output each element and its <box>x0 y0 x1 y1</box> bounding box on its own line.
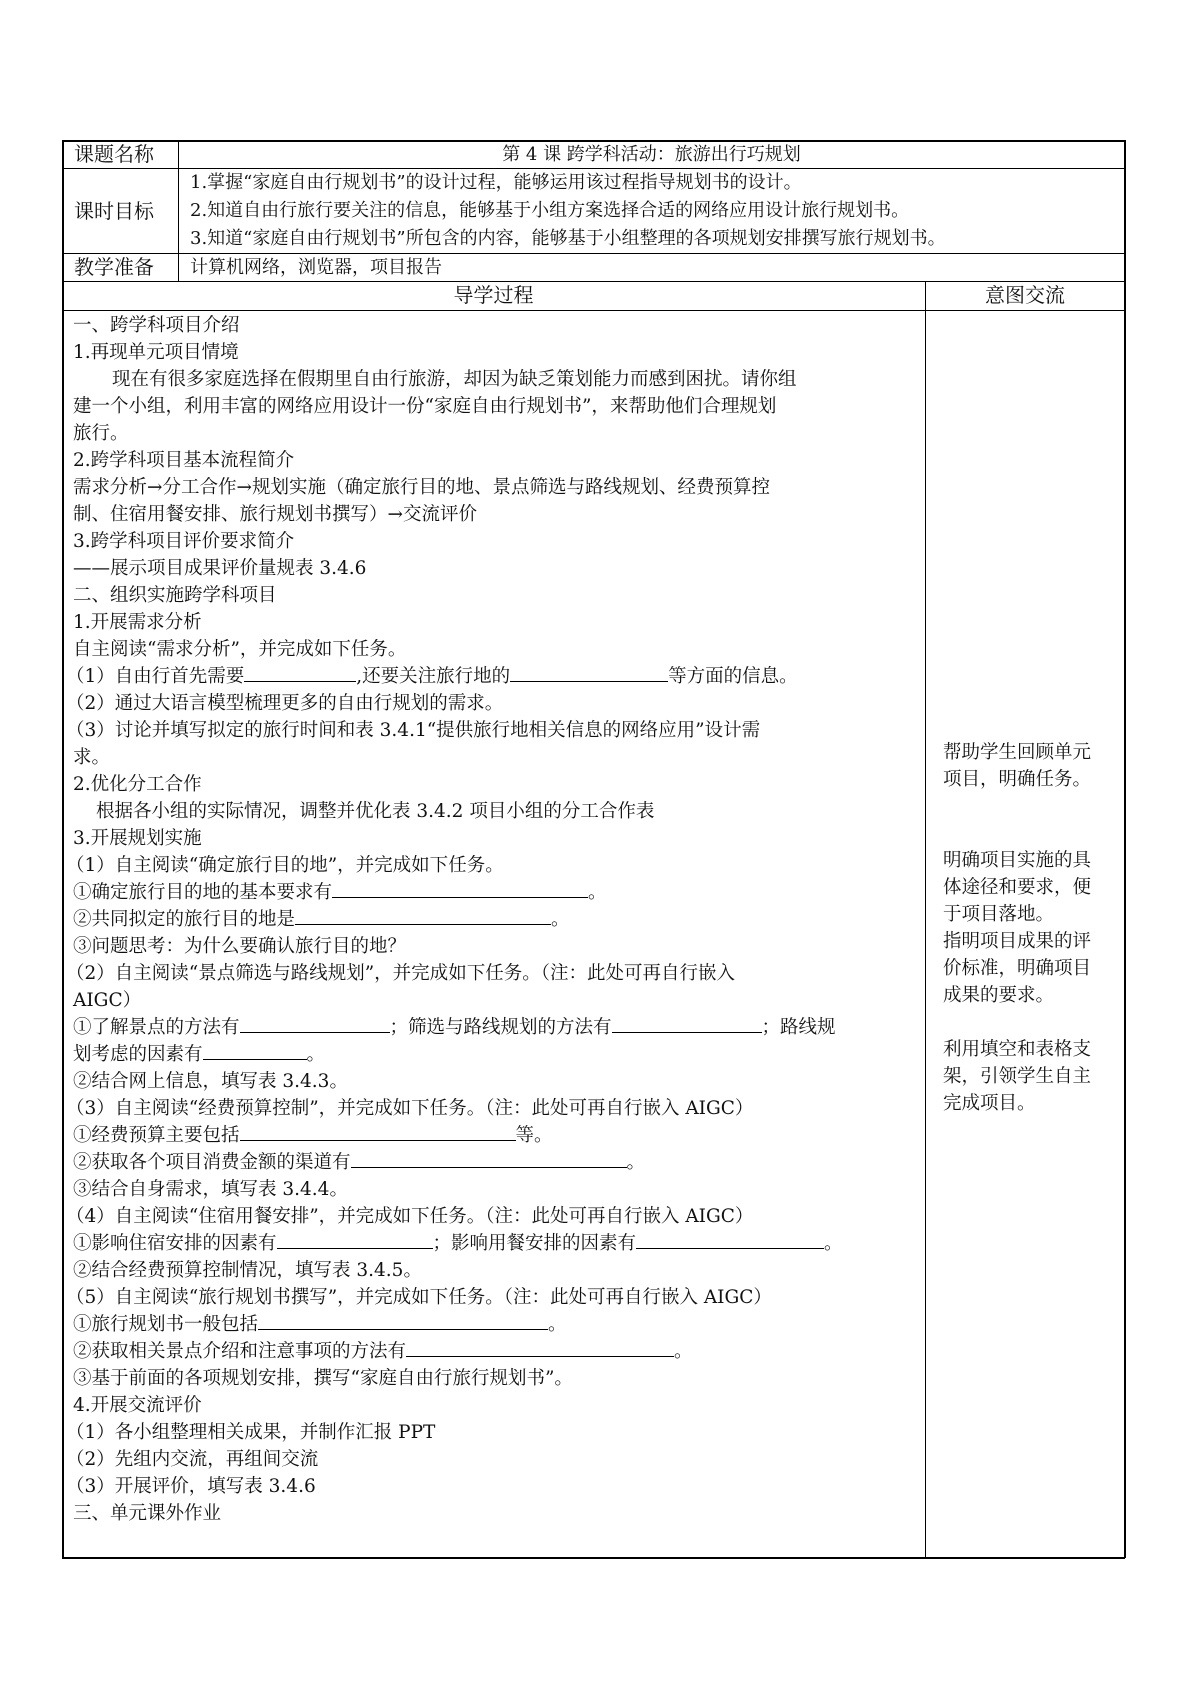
intent-note-line: 成果的要求。 <box>943 985 1055 1006</box>
task-line: ③结合自身需求，填写表 3.4.4。 <box>73 1179 348 1200</box>
paragraph-line: 自主阅读“需求分析”，并完成如下任务。 <box>73 639 407 660</box>
intent-note-line: 明确项目实施的具 <box>943 850 1092 871</box>
task-line: ②获取相关景点介绍和注意事项的方法有 。 <box>73 1338 693 1365</box>
paragraph-line: 制、住宿用餐安排、旅行规划书撰写）→交流评价 <box>73 504 478 525</box>
fill-blank[interactable] <box>636 1230 824 1249</box>
task-line: ①影响住宿安排的因素有 ；影响用餐安排的因素有 。 <box>73 1230 843 1257</box>
subsection-heading: 4.开展交流评价 <box>73 1395 202 1416</box>
task-line: （2）先组内交流，再组间交流 <box>66 1449 319 1470</box>
paragraph-line: 根据各小组的实际情况，调整并优化表 3.4.2 项目小组的分工合作表 <box>96 801 655 822</box>
task-line: ①经费预算主要包括 等。 <box>73 1122 553 1149</box>
section-heading: 一、跨学科项目介绍 <box>73 315 240 336</box>
intent-note-line: 利用填空和表格支 <box>943 1039 1092 1060</box>
paragraph-line: 现在有很多家庭选择在假期里自由行旅游，却因为缺乏策划能力而感到困扰。请你组 <box>112 369 797 390</box>
paragraph-line: 旅行。 <box>73 423 129 444</box>
task-line: （1）自由行首先需要 ,还要关注旅行地的 等方面的信息。 <box>66 663 798 690</box>
task-line: ②结合网上信息，填写表 3.4.3。 <box>73 1071 348 1092</box>
task-line: ②获取各个项目消费金额的渠道有 。 <box>73 1149 645 1176</box>
task-line: ③基于前面的各项规划安排，撰写“家庭自由行旅行规划书”。 <box>73 1368 573 1389</box>
fill-blank[interactable] <box>612 1014 762 1033</box>
task-line: ②共同拟定的旅行目的地是 。 <box>73 906 570 933</box>
table-border-bottom <box>62 1557 1125 1559</box>
fill-blank[interactable] <box>295 906 551 925</box>
intent-note-line: 指明项目成果的评 <box>943 931 1092 952</box>
table-border-right <box>1124 140 1126 1558</box>
subsection-heading: 2.优化分工合作 <box>73 774 202 795</box>
fill-blank[interactable] <box>203 1041 307 1060</box>
intent-note-line: 完成项目。 <box>943 1093 1036 1114</box>
task-line: AIGC） <box>73 990 142 1011</box>
task-line: （5）自主阅读“旅行规划书撰写”，并完成如下任务。（注：此处可再自行嵌入 AIGC） <box>66 1287 772 1308</box>
fill-blank[interactable] <box>244 663 356 682</box>
fill-blank[interactable] <box>406 1338 674 1357</box>
task-line: （4）自主阅读“住宿用餐安排”，并完成如下任务。（注：此处可再自行嵌入 AIGC） <box>66 1206 754 1227</box>
task-line: ①旅行规划书一般包括 。 <box>73 1311 567 1338</box>
table-border-left <box>62 140 64 1558</box>
fill-blank[interactable] <box>277 1230 433 1249</box>
section-heading: 三、单元课外作业 <box>73 1503 222 1524</box>
goal-label: 课时目标 <box>74 199 154 223</box>
intent-note-line: 体途径和要求，便 <box>943 877 1092 898</box>
paragraph-line: 需求分析→分工合作→规划实施（确定旅行目的地、景点筛选与路线规划、经费预算控 <box>73 477 771 498</box>
intent-note-line: 价标准，明确项目 <box>943 958 1092 979</box>
intent-note-line: 项目，明确任务。 <box>943 769 1092 790</box>
subsection-heading: 3.跨学科项目评价要求简介 <box>73 531 295 552</box>
task-line: 求。 <box>73 747 111 768</box>
fill-blank[interactable] <box>332 879 588 898</box>
subsection-heading: 3.开展规划实施 <box>73 828 202 849</box>
goal-line: 2.知道自由行旅行要关注的信息，能够基于小组方案选择合适的网络应用设计旅行规划书。 <box>190 200 910 221</box>
section-heading: 二、组织实施跨学科项目 <box>73 585 277 606</box>
fill-blank[interactable] <box>240 1122 516 1141</box>
task-line: （2）自主阅读“景点筛选与路线规划”，并完成如下任务。（注：此处可再自行嵌入 <box>66 963 735 984</box>
prep-label: 教学准备 <box>74 255 154 279</box>
subsection-heading: 2.跨学科项目基本流程简介 <box>73 450 295 471</box>
goal-line: 3.知道“家庭自由行规划书”所包含的内容，能够基于小组整理的各项规划安排撰写旅行规划书。 <box>190 228 946 249</box>
row-divider-prep <box>62 281 1125 282</box>
subsection-heading: 1.再现单元项目情境 <box>73 342 239 363</box>
fill-blank[interactable] <box>351 1149 627 1168</box>
process-column-header: 导学过程 <box>453 283 534 307</box>
topic-label: 课题名称 <box>74 142 154 166</box>
intent-note-line: 于项目落地。 <box>943 904 1055 925</box>
row-divider-colhead <box>62 310 1125 311</box>
intent-note-line: 架，引领学生自主 <box>943 1066 1092 1087</box>
paragraph-line: 建一个小组，利用丰富的网络应用设计一份“家庭自由行规划书”，来帮助他们合理规划 <box>73 396 777 417</box>
subsection-heading: 1.开展需求分析 <box>73 612 202 633</box>
fill-blank[interactable] <box>258 1311 548 1330</box>
table-border-top <box>62 140 1125 142</box>
task-line: ①了解景点的方法有 ；筛选与路线规划的方法有 ；路线规 <box>73 1014 836 1041</box>
intent-column-divider <box>925 281 926 1558</box>
row-divider-topic <box>62 168 1125 169</box>
task-line: （3）讨论并填写拟定的旅行时间和表 3.4.1“提供旅行地相关信息的网络应用”设计需 <box>66 720 761 741</box>
intent-note-line: 帮助学生回顾单元 <box>943 742 1092 763</box>
topic-value: 第 4 课 跨学科活动：旅游出行巧规划 <box>502 144 801 165</box>
task-line: （3）开展评价，填写表 3.4.6 <box>66 1476 316 1497</box>
goal-line: 1.掌握“家庭自由行规划书”的设计过程，能够运用该过程指导规划书的设计。 <box>190 172 802 193</box>
fill-blank[interactable] <box>240 1014 390 1033</box>
row-divider-goals <box>62 253 1125 254</box>
prep-value: 计算机网络，浏览器，项目报告 <box>190 257 442 278</box>
task-line: ③问题思考：为什么要确认旅行目的地？ <box>73 936 407 957</box>
task-line: （1）各小组整理相关成果，并制作汇报 PPT <box>66 1422 436 1443</box>
task-line: 划考虑的因素有 。 <box>73 1041 325 1068</box>
task-line: （1）自主阅读“确定旅行目的地”，并完成如下任务。 <box>66 855 504 876</box>
task-line: （3）自主阅读“经费预算控制”，并完成如下任务。（注：此处可再自行嵌入 AIGC） <box>66 1098 754 1119</box>
intent-column-header: 意图交流 <box>985 283 1065 307</box>
fill-blank[interactable] <box>510 663 668 682</box>
task-line: ②结合经费预算控制情况，填写表 3.4.5。 <box>73 1260 422 1281</box>
task-line: ①确定旅行目的地的基本要求有 。 <box>73 879 607 906</box>
task-line: （2）通过大语言模型梳理更多的自由行规划的需求。 <box>66 693 504 714</box>
paragraph-line: ——展示项目成果评价量规表 3.4.6 <box>73 558 367 579</box>
